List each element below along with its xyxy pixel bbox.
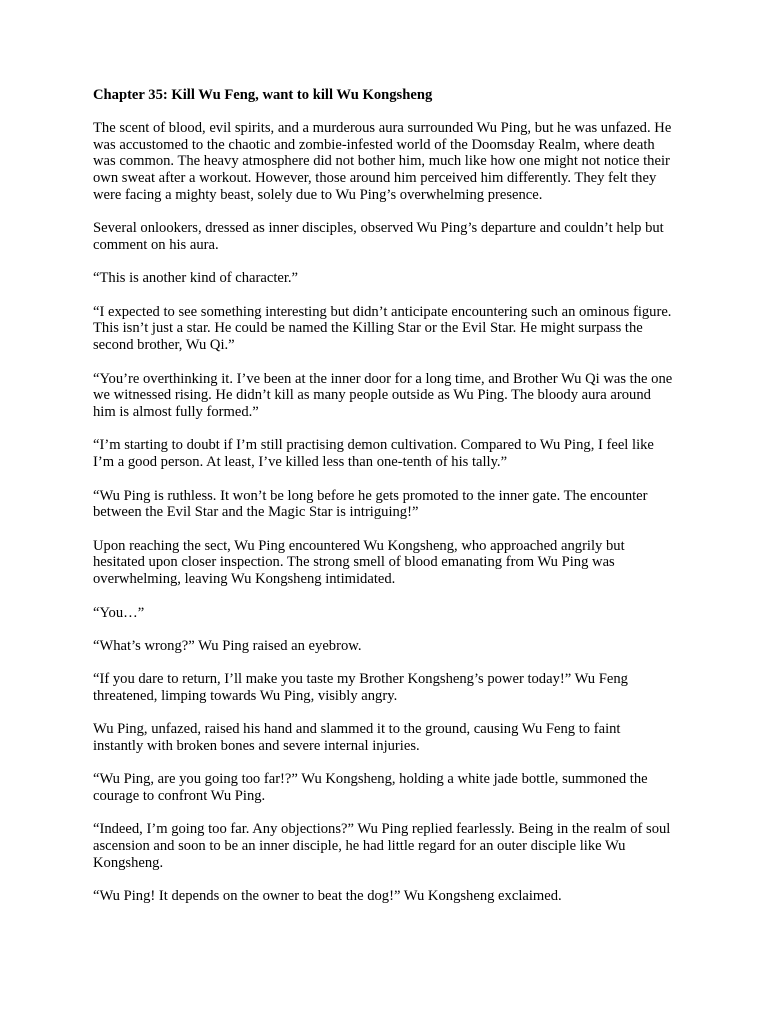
paragraph: “I’m starting to doubt if I’m still practising demon cultivation. Compared to Wu Ping, I feel like I’m a good person. At least, I’ve killed less than one-tenth of his tally.” bbox=[93, 437, 654, 471]
paragraph: “Wu Ping, are you going too far!?” Wu Kongsheng, holding a white jade bottle, summoned the courage to confront Wu Ping. bbox=[93, 771, 648, 805]
paragraph: “You’re overthinking it. I’ve been at the inner door for a long time, and Brother Wu Qi was the one we witnessed rising. He didn’t kill as many people outside as Wu Ping. The bloody aura around him is almost fully formed.” bbox=[93, 370, 673, 421]
paragraph: “This is another kind of character.” bbox=[93, 270, 299, 287]
paragraph: “Wu Ping is ruthless. It won’t be long before he gets promoted to the inner gate. The encounter between the Evil Star and the Magic Star is intriguing!” bbox=[93, 487, 648, 521]
paragraph: “Indeed, I’m going too far. Any objections?” Wu Ping replied fearlessly. Being in the realm of soul ascension and soon to be an inner disciple, he had little regard for an outer disciple like Wu Kongsheng. bbox=[93, 821, 671, 871]
paragraph: “What’s wrong?” Wu Ping raised an eyebrow. bbox=[93, 637, 362, 654]
paragraph: “You…” bbox=[93, 604, 145, 621]
chapter-title: Chapter 35: Kill Wu Feng, want to kill Wu Kongsheng bbox=[93, 87, 433, 103]
paragraph: Wu Ping, unfazed, raised his hand and slammed it to the ground, causing Wu Feng to faint instantly with broken bones and severe internal injuries. bbox=[93, 721, 621, 755]
paragraph: “If you dare to return, I’ll make you taste my Brother Kongsheng’s power today!” Wu Feng threatened, limping towards Wu Ping, visibly angry. bbox=[93, 671, 628, 704]
paragraph: “Wu Ping! It depends on the owner to beat the dog!” Wu Kongsheng exclaimed. bbox=[93, 888, 562, 905]
paragraph: Upon reaching the sect, Wu Ping encountered Wu Kongsheng, who approached angrily but hesitated upon closer inspection. The strong smell of blood emanating from Wu Ping was overwhelming, leaving Wu Kongsheng intimidated. bbox=[93, 537, 625, 588]
document-page bbox=[93, 87, 673, 922]
paragraph: The scent of blood, evil spirits, and a murderous aura surrounded Wu Ping, but he was unfazed. He was accustomed to the chaotic and zombie-infested world of the Doomsday Realm, where death was common. The heavy atmosphere did not bother him, much like how one might not notice their own sweat after a workout. However, those around him perceived him differently. They felt they were facing a mighty beast, solely due to Wu Ping’s overwhelming presence. bbox=[93, 119, 672, 203]
paragraph: “I expected to see something interesting but didn’t anticipate encountering such an ominous figure. This isn’t just a star. He could be named the Killing Star or the Evil Star. He might surpass the second brother, Wu Qi.” bbox=[93, 303, 672, 354]
paragraph: Several onlookers, dressed as inner disciples, observed Wu Ping’s departure and couldn’t help but comment on his aura. bbox=[93, 220, 664, 254]
